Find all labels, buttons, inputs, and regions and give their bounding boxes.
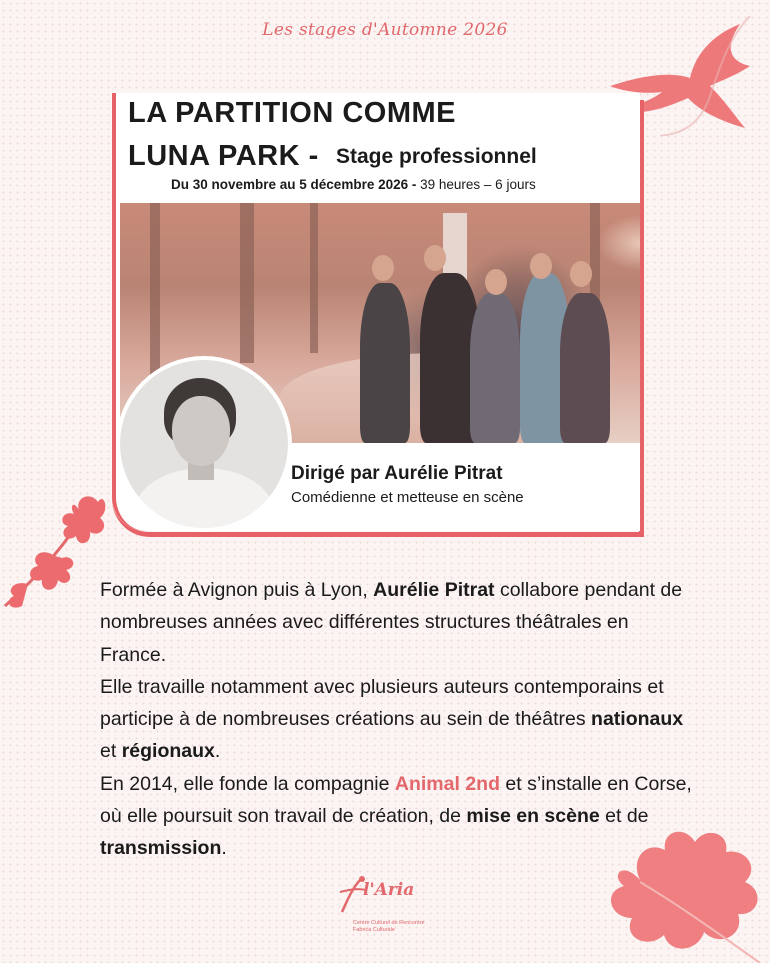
bio-text: et s’installe en Corse, où elle poursuit son travail de création, de (100, 772, 692, 828)
bio-text: collabore pendant de nombreuses années avec différentes structures théâtrales en France. (100, 579, 683, 666)
biography-text (100, 574, 700, 865)
bio-transmission-bold: transmission (100, 837, 222, 860)
script-header-title: Les stages d'Automne 2026 (262, 20, 508, 40)
bio-text: En 2014, elle fonde la compagnie (100, 772, 395, 795)
bio-text: . (214, 740, 221, 763)
logo-subtitle-line-2: Fabrica Culturale (353, 927, 395, 933)
company-name: Animal 2nd (394, 772, 500, 795)
bio-text: . (221, 837, 227, 860)
leaf-left-decoration (0, 488, 110, 613)
director-portrait (120, 360, 288, 528)
bio-national-bold: nationaux (591, 708, 684, 731)
bio-text: et de (599, 805, 649, 828)
workshop-title-line-1: LA PARTITION COMME (128, 97, 456, 129)
bio-name-bold: Aurélie Pitrat (373, 579, 495, 601)
bio-regional-bold: régionaux (121, 740, 215, 763)
bio-text: et (100, 740, 122, 763)
workshop-dates (171, 177, 536, 192)
director-name: Dirigé par Aurélie Pitrat (291, 463, 503, 484)
bio-text: Elle travaille notamment avec plusieurs auteurs contemporains et participe à de nombreuses créations au sein de théâtres (100, 675, 664, 731)
logo-name: l'Aria (363, 880, 415, 900)
workshop-subtitle: Stage professionnel (336, 145, 537, 168)
dates-duration: 39 heures – 6 jours (416, 177, 536, 192)
bio-text: Formée à Avignon puis à Lyon, (100, 579, 374, 601)
workshop-title-line-2: LUNA PARK - (128, 140, 319, 172)
logo-subtitle-line-1: Centre Culturel de Rencontre (353, 920, 425, 926)
logo-subtitle (353, 920, 425, 934)
bio-mise-en-scene-bold: mise en scène (466, 805, 600, 828)
director-role: Comédienne et metteuse en scène (291, 489, 524, 506)
dates-bold: Du 30 novembre au 5 décembre 2026 - (171, 177, 417, 192)
